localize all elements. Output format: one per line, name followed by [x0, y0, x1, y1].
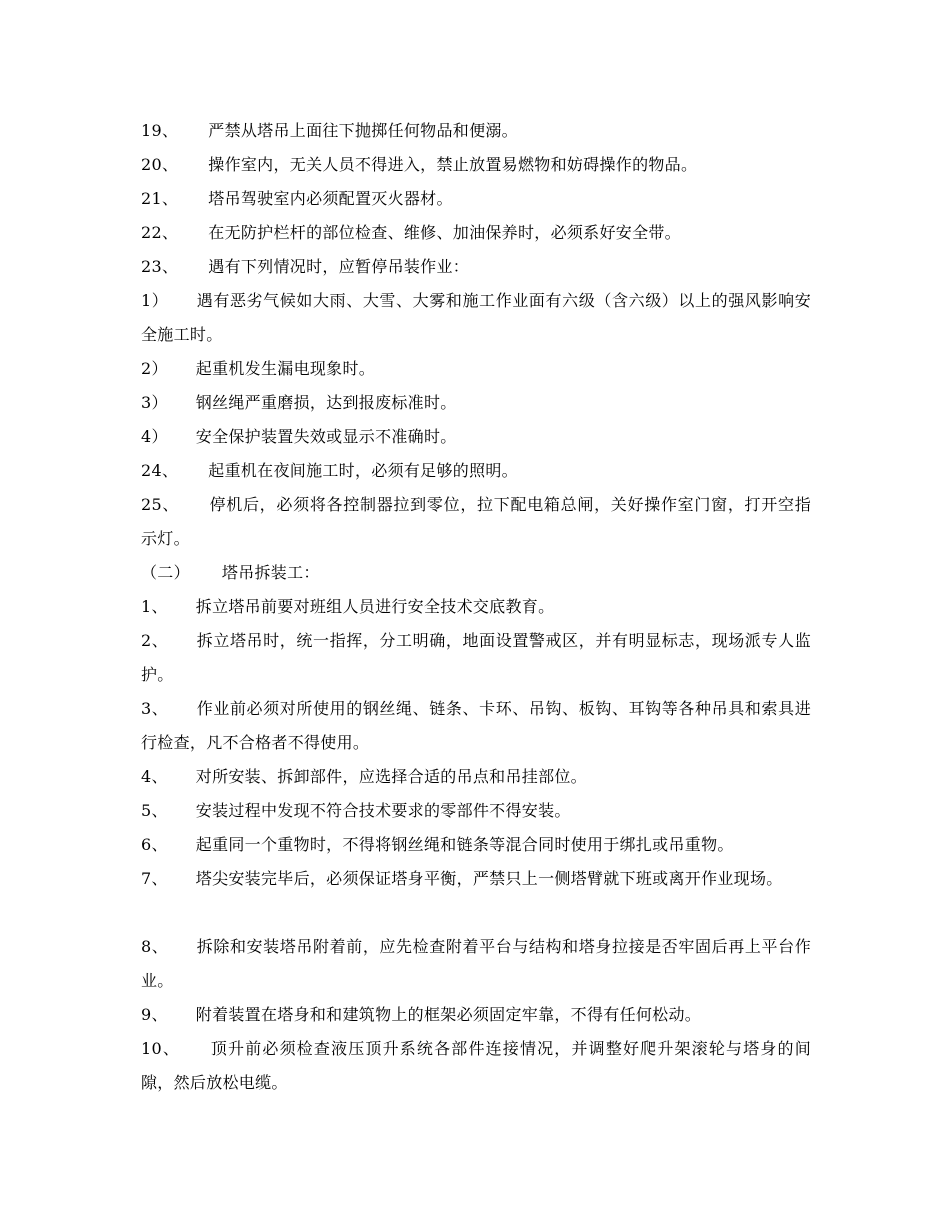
- item-text: 拆立塔吊时，统一指挥，分工明确，地面设置警戒区，并有明显标志，现场派专人监护。: [141, 631, 811, 684]
- item-text: 作业前必须对所使用的钢丝绳、链条、卡环、吊钩、板钩、耳钩等各种吊具和索具进行检查，凡不合格者不得使用。: [141, 699, 811, 752]
- item-text: 遇有恶劣气候如大雨、大雪、大雾和施工作业面有六级（含六级）以上的强风影响安全施工时。: [141, 291, 811, 344]
- item-number: 20、: [141, 155, 179, 174]
- item-number: 9、: [141, 1005, 168, 1024]
- item-text: 安全保护装置失效或显示不准确时。: [195, 427, 457, 446]
- item-number: 10、: [141, 1039, 181, 1058]
- list-item-22: [141, 216, 811, 250]
- item-number: 4、: [141, 767, 168, 786]
- list-item-20: [141, 148, 811, 182]
- item-number: 2、: [141, 631, 169, 650]
- item-number: 5、: [141, 801, 168, 820]
- item-number: 7、: [141, 869, 168, 888]
- sub-item-2: [141, 352, 811, 386]
- item-text: 塔尖安装完毕后，必须保证塔身平衡，严禁只上一侧塔臂就下班或离开作业现场。: [195, 869, 783, 888]
- item-number: 1）: [141, 291, 169, 310]
- item-number: 22、: [141, 223, 179, 242]
- item-text: 起重同一个重物时，不得将钢丝绳和链条等混合同时使用于绑扎或吊重物。: [195, 835, 734, 854]
- list-item-7: [141, 862, 811, 930]
- list-item-19: [141, 114, 811, 148]
- item-number: 2）: [141, 359, 168, 378]
- list-item-3: [141, 692, 811, 760]
- list-item-4: [141, 760, 811, 794]
- section-number: （二）: [141, 563, 190, 582]
- item-number: 23、: [141, 257, 179, 276]
- item-text: 顶升前必须检查液压顶升系统各部件连接情况，并调整好爬升架滚轮与塔身的间隙，然后放松电缆。: [141, 1039, 811, 1092]
- sub-item-4: [141, 420, 811, 454]
- list-item-24: [141, 454, 811, 488]
- item-text: 操作室内，无关人员不得进入，禁止放置易燃物和妨碍操作的物品。: [208, 155, 698, 174]
- list-item-23: [141, 250, 811, 284]
- item-number: 25、: [141, 495, 180, 514]
- list-item-21: [141, 182, 811, 216]
- item-text: 拆立塔吊前要对班组人员进行安全技术交底教育。: [195, 597, 555, 616]
- item-number: 6、: [141, 835, 168, 854]
- list-item-9: [141, 998, 811, 1032]
- item-text: 停机后，必须将各控制器拉到零位，拉下配电箱总闸，关好操作室门窗，打开空指示灯。: [141, 495, 811, 548]
- item-text: 对所安装、拆卸部件，应选择合适的吊点和吊挂部位。: [195, 767, 587, 786]
- list-item-6: [141, 828, 811, 862]
- item-number: 3、: [141, 699, 169, 718]
- item-text: 钢丝绳严重磨损，达到报废标准时。: [195, 393, 457, 412]
- item-text: 遇有下列情况时，应暂停吊装作业：: [208, 257, 470, 276]
- item-number: 8、: [141, 937, 169, 956]
- item-number: 4）: [141, 427, 168, 446]
- item-text: 严禁从塔吊上面往下抛掷任何物品和便溺。: [208, 121, 518, 140]
- item-number: 24、: [141, 461, 179, 480]
- item-text: 在无防护栏杆的部位检查、维修、加油保养时，必须系好安全带。: [208, 223, 681, 242]
- document-page: [141, 114, 811, 1100]
- item-number: 3）: [141, 393, 168, 412]
- item-text: 起重机在夜间施工时，必须有足够的照明。: [208, 461, 518, 480]
- item-text: 安装过程中发现不符合技术要求的零部件不得安装。: [195, 801, 571, 820]
- sub-item-1: [141, 284, 811, 352]
- item-number: 1、: [141, 597, 168, 616]
- list-item-5: [141, 794, 811, 828]
- section-title: 塔吊拆装工：: [221, 563, 320, 582]
- sub-item-3: [141, 386, 811, 420]
- section-heading: [141, 556, 811, 590]
- item-number: 19、: [141, 121, 179, 140]
- list-item-2: [141, 624, 811, 692]
- list-item-25: [141, 488, 811, 556]
- item-text: 起重机发生漏电现象时。: [195, 359, 376, 378]
- list-item-10: [141, 1032, 811, 1100]
- list-item-1: [141, 590, 811, 624]
- item-text: 塔吊驾驶室内必须配置灭火器材。: [208, 189, 453, 208]
- list-item-8: [141, 930, 811, 998]
- item-text: 拆除和安装塔吊附着前，应先检查附着平台与结构和塔身拉接是否牢固后再上平台作业。: [141, 937, 811, 990]
- item-text: 附着装置在塔身和和建筑物上的框架必须固定牢靠，不得有任何松动。: [195, 1005, 702, 1024]
- item-number: 21、: [141, 189, 179, 208]
